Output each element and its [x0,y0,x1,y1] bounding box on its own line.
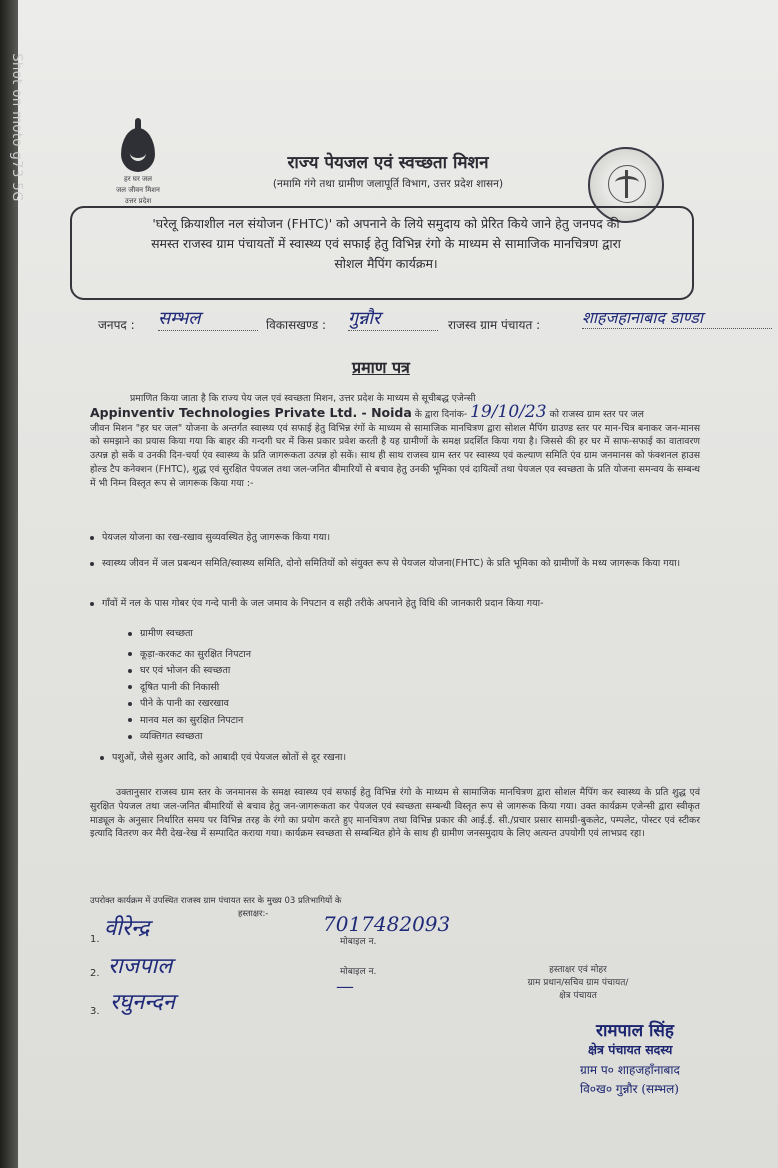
mobile-label-2: मोबाइल न. [340,967,377,977]
bullet-dot-icon [128,685,132,689]
sub-item-text: ग्रामीण स्वच्छता [140,628,193,639]
bullet-dot-icon [128,632,132,636]
sub-item-text: मानव मल का सुरक्षित निपटान [140,714,244,726]
agency-name: Appinventiv Technologies Private Ltd. - Noida [90,404,412,420]
list-item [128,626,528,643]
district-label: जनपद : [98,318,135,332]
summary-paragraph: उक्तानुसार राजस्व ग्राम स्तर के जनमानस के समक्ष स्वास्थ्य एवं सफाई हेतु विभिन्न रंगो के माध्यम से सामाजिक मानचित्रण द्वारा सोशल मैपिंग कर स्वास्थ्य के प्रति शुद्ध एवं सुरक्षित पेयजल तथा जल-जनित बीमारियों से बचाव हेतु जन-जागरूकता कर पेयजल एवं स्वच्छता सम्बन्धी विस्तृत रूप से जागरूक किया गया। उक्त कार्यक्रम एजेन्सी द्वारा स्वीकृत माड्यूल के अनुसार निर्धारित समय पर विभिन्न तरह के रंगो का प्रयोग करते हुए मानचित्रण तथा विभिन्न प्रकार की आई.ई. सी./प्रचार प्रसार सामग्री-बुकलेट, पम्पलेट, पोस्टर एवं स्टीकर इत्यादि वितरण कर मैरी देख-रेख में सम्पादित कराया गया। कार्यक्रम स्वच्छता से सम्बन्धित होने के साथ ही ग्रामीण जनसमुदाय के लिए अत्यन्त उपयोगी एवं लाभप्रद रहा। [90,787,700,840]
logo-text-1: हर घर जल [124,175,152,183]
certification-paragraph [90,392,700,491]
bullet-dot-icon [100,756,104,760]
logo-text-3: उत्तर प्रदेश [124,197,152,205]
stamp-address-1: ग्राम प० शाहजहाँनाबाद [580,1063,680,1077]
participant-3-num: 3. [90,1006,100,1017]
mission-subtitle: (नमामि गंगे तथा ग्रामीण जलापूर्ति विभाग, उत्तर प्रदेश शासन) [272,178,504,190]
p1-after-date: को राजस्व ग्राम स्तर पर जल [549,408,644,420]
bullet-dot-icon [128,669,132,673]
list-item [128,647,528,664]
block-label: विकासखण्ड : [266,318,327,332]
sub-item-text: व्यक्तिगत स्वच्छता [140,731,203,742]
program-date: 19/10/23 [470,401,547,422]
block-value: गुन्नौर [348,306,438,331]
program-line-3: सोशल मैपिंग कार्यक्रम। [334,256,438,271]
bullet-dot-icon [90,562,94,566]
stamp-title: क्षेत्र पंचायत सदस्य [588,1042,673,1057]
sub-item-text: कूड़ा-करकट का सुरक्षित निपटान [140,648,251,660]
participants-line: उपरोक्त कार्यक्रम में उपस्थित राजस्व ग्राम पंचायत स्तर के मुख्य 03 प्रतिभागियों के [90,896,342,906]
bullet-2-text: स्वास्थ्य जीवन में जल प्रबन्धन समिति/स्वास्थ्य समिति, दोनो समितियों को संयुक्त रूप से पेयजल योजना(FHTC) के प्रति भूमिका को ग्रामीणों के मध्य जागरूक किया गया। [102,558,681,569]
list-item [128,696,528,713]
p1-after-agency: के द्वारा दिनांक- [414,408,468,420]
water-drop-icon [121,128,155,172]
bullet-3-text: गाँवों में नल के पास गोबर एंव गन्दे पानी के जल जमाव के निपटान व सही तरीके अपनाने हेतु विधि की जानकारी प्रदान किया गया- [102,598,544,609]
program-description [86,214,686,274]
program-line-2: समस्त राजस्व ग्राम पंचायतों में स्वास्थ्य एवं सफाई हेतु विभिन्न रंगो के माध्यम से सामाजिक मानचित्रण द्वारा [151,236,621,251]
certificate-page [18,0,778,1168]
sub-item-text: घर एवं भोजन की स्वच्छता [140,665,231,676]
bullet-dot-icon [128,735,132,739]
bullet-2 [90,556,700,571]
mission-title: राज्य पेयजल एवं स्वच्छता मिशन [287,153,489,173]
bullet-4 [100,750,700,763]
bullet-dot-icon [128,702,132,706]
mobile-label-1: मोबाइल न. [340,937,377,947]
bullet-4-text: पशुओं, जैसे सुअर आदि, को आबादी एवं पेयजल स्रोतों से दूर रखना। [112,752,347,763]
participant-2-signature: राजपाल [108,954,173,979]
bullet-3 [90,596,700,609]
bullet-dot-icon [90,536,94,540]
program-line-1: 'घरेलू क्रियाशील नल संयोजन (FHTC)' को अपनाने के लिये समुदाय को प्रेरित किये जाने हेतु जनपद की [152,216,620,231]
p1-line1: प्रमाणित किया जाता है कि राज्य पेय जल एवं स्वच्छता मिशन, उत्तर प्रदेश के माध्यम से सूचीबद्ध एजेन्सी [130,393,476,404]
district-value: सम्भल [158,306,258,331]
list-item [128,729,528,746]
program-description-box [70,206,694,300]
sub-item-text: पीने के पानी का रखरखाव [140,698,229,709]
participant-1-num: 1. [90,934,100,945]
sub-item-list [128,626,528,746]
participant-1-signature: वीरेन्द्र [104,916,150,941]
bullet-dot-icon [90,602,94,606]
bullet-1 [90,530,700,543]
panchayat-value: शाहजहानाबाद डाण्डा [582,306,772,329]
seal-emblem [608,165,646,203]
bullet-dot-icon [128,652,132,656]
certificate-heading: प्रमाण पत्र [352,358,410,377]
bullet-1-text: पेयजल योजना का रख-रखाव सुव्यवस्थित हेतु जागरूक किया गया। [102,532,331,543]
pradhan-sig-line1: हस्ताक्षर एवं मोहर [549,965,607,975]
p1-rest: जीवन मिशन "हर घर जल" योजना के अन्तर्गत स्वास्थ्य एवं सफाई हेतु विभिन्न रंगों के माध्यम से सामाजिक मानचित्रण द्वारा सोशल मैपिंग ग्राउण्ड स्तर पर मान-चित्र बनाकर जन-मानस को समझाने का प्रयास किया गया कि बाहर की गन्दगी घर में किस प्रकार प्रवेश करती है यह ग्रामीणों के समक्ष प्रदर्शित किया गया है। जिससे की हर घर में साफ-सफाई का वातावरण उत्पन्न हो सकें व उनकी दिन-चर्या एंव स्वास्थ्य के प्रति जागरूकता उत्पन्न हो सकें। साथ ही साथ राजस्व ग्राम स्तर पर स्वास्थ्य एवं कल्याण समिति एंव ग्राम जनमानस को फंक्शनल हाउस होल्ड टैप कनेक्शन (FHTC), शुद्ध एवं सुरक्षित पेयजल तथा जल-जनित बीमारियों से बचाव हेतु उनकी भूमिका एवं दायित्वों तथा पेयजल एव स्वच्छता के प्रति योजना समन्वय के सम्बन्ध में भी निम्न विस्तृत रूप से जागरूक किया गया :- [90,422,700,489]
pradhan-sig-line2: ग्राम प्रधान/सचिव ग्राम पंचायत/ [527,978,629,988]
stamp-address-2: वि०ख० गुन्नौर (सम्भल) [580,1082,679,1096]
pradhan-sig-line3: क्षेत्र पंचायत [559,991,597,1001]
list-item [128,680,528,697]
stamp-name: रामपाल सिंह [596,1021,674,1041]
participant-2-mobile: — [336,976,354,997]
signature-label: हस्ताक्षर:- [238,909,269,919]
list-item [128,663,528,680]
sub-item-text: दूषित पानी की निकासी [140,681,220,693]
bullet-dot-icon [128,718,132,722]
p1-agency-line [90,401,700,422]
participant-1-mobile: 7017482093 [323,912,451,936]
participant-2-num: 2. [90,968,100,979]
logo-text-2: जल जीवन मिशन [116,186,160,194]
list-item [128,713,528,730]
camera-watermark: Shot on moto g73 5G [8,53,24,202]
pradhan-signature-block [498,964,658,1003]
har-ghar-jal-logo [106,128,170,205]
participant-3-signature: रघुनन्दन [110,990,175,1015]
panchayat-label: राजस्व ग्राम पंचायत : [448,318,541,332]
